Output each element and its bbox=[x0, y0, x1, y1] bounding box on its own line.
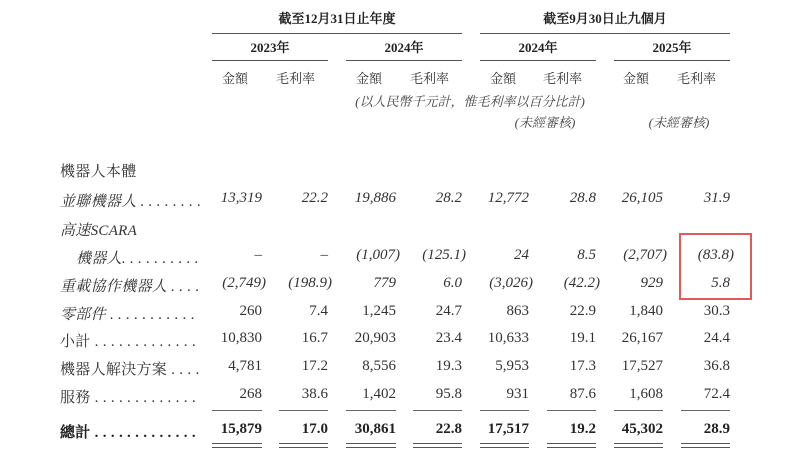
cell: 10,633 bbox=[487, 330, 529, 346]
subtotal-rule bbox=[279, 410, 328, 411]
cell: 16.7 bbox=[301, 330, 328, 346]
row-label-parallel-robot: 並聯機器人 . . . . . . . . bbox=[60, 194, 202, 210]
cell-total: 17.0 bbox=[301, 421, 328, 437]
total-double-rule bbox=[212, 443, 262, 448]
cell: 20,903 bbox=[354, 330, 396, 346]
row-label-heavy-cobot: 重載協作機器人 . . . . bbox=[60, 279, 200, 295]
cell: – bbox=[320, 247, 328, 263]
year-header-2024: 2024年 bbox=[384, 40, 424, 55]
cell: 23.4 bbox=[435, 330, 462, 346]
cell: 38.6 bbox=[301, 386, 328, 402]
unit-note: (以人民幣千元計，惟毛利率以百分比計) bbox=[355, 94, 585, 109]
col-header-margin-2023: 毛利率 bbox=[276, 71, 316, 86]
total-double-rule bbox=[346, 443, 396, 448]
period-rule-9m bbox=[480, 33, 730, 34]
col-header-amount-2023: 金額 bbox=[222, 71, 249, 86]
cell: 929 bbox=[640, 275, 663, 291]
cell: 7.4 bbox=[309, 303, 328, 319]
period-rule-fy bbox=[212, 33, 462, 34]
row-label-components: 零部件 . . . . . . . . . . . bbox=[60, 307, 196, 323]
cell: 1,608 bbox=[629, 386, 663, 402]
cell: 10,830 bbox=[220, 330, 262, 346]
unaudited-note-2025: (未經審核) bbox=[648, 115, 710, 130]
cell: 260 bbox=[239, 303, 262, 319]
cell: (3,026) bbox=[489, 275, 533, 291]
total-double-rule bbox=[614, 443, 663, 448]
cell: – bbox=[254, 247, 262, 263]
cell: 17.3 bbox=[569, 358, 596, 374]
cell-total: 30,861 bbox=[354, 421, 396, 437]
subtotal-rule bbox=[547, 410, 596, 411]
total-double-rule bbox=[279, 443, 328, 448]
cell-total: 45,302 bbox=[621, 421, 663, 437]
subtotal-rule bbox=[346, 410, 396, 411]
cell: (2,707) bbox=[623, 247, 667, 263]
year-rule-2024 bbox=[346, 60, 462, 61]
cell: 26,105 bbox=[621, 190, 663, 206]
total-double-rule bbox=[413, 443, 462, 448]
cell: 8.5 bbox=[577, 247, 596, 263]
period-header-fy: 截至12月31日止年度 bbox=[278, 11, 396, 26]
year-header-2023: 2023年 bbox=[250, 40, 290, 55]
col-header-margin-2024: 毛利率 bbox=[410, 71, 450, 86]
row-label-services: 服務 . . . . . . . . . . . . . bbox=[60, 390, 196, 406]
row-label-robot-solutions: 機器人解決方案 . . . . bbox=[60, 362, 200, 378]
cell-total: 22.8 bbox=[435, 421, 462, 437]
cell: 5.8 bbox=[711, 275, 730, 291]
period-header-9m: 截至9月30日止九個月 bbox=[543, 11, 667, 26]
col-header-margin-2024-9m: 毛利率 bbox=[543, 71, 583, 86]
total-double-rule bbox=[480, 443, 529, 448]
cell: 22.9 bbox=[569, 303, 596, 319]
cell: 30.3 bbox=[703, 303, 730, 319]
cell: 28.2 bbox=[435, 190, 462, 206]
cell: 1,402 bbox=[362, 386, 396, 402]
cell: 36.8 bbox=[703, 358, 730, 374]
cell: 24.4 bbox=[703, 330, 730, 346]
cell: 13,319 bbox=[220, 190, 262, 206]
cell: 6.0 bbox=[443, 275, 462, 291]
year-rule-2024-9m bbox=[480, 60, 596, 61]
year-rule-2025-9m bbox=[614, 60, 730, 61]
cell: 19,886 bbox=[354, 190, 396, 206]
cell: 1,245 bbox=[362, 303, 396, 319]
row-label-scara-line1: 高速SCARA bbox=[60, 223, 138, 239]
row-label-robot-body: 機器人本體 bbox=[60, 164, 137, 180]
year-header-2025-9m: 2025年 bbox=[652, 40, 692, 55]
cell: 268 bbox=[239, 386, 262, 402]
subtotal-rule bbox=[212, 410, 262, 411]
cell: 22.2 bbox=[301, 190, 328, 206]
cell: (42.2) bbox=[563, 275, 600, 291]
subtotal-rule bbox=[480, 410, 529, 411]
highlight-box bbox=[679, 233, 752, 300]
cell: (2,749) bbox=[222, 275, 266, 291]
cell: 31.9 bbox=[703, 190, 730, 206]
cell: 24.7 bbox=[435, 303, 462, 319]
cell: 1,840 bbox=[629, 303, 663, 319]
col-header-amount-2025-9m: 金額 bbox=[623, 71, 650, 86]
col-header-amount-2024: 金額 bbox=[356, 71, 383, 86]
cell-total: 15,879 bbox=[220, 421, 262, 437]
cell: 931 bbox=[506, 386, 529, 402]
row-label-scara-robot: 機器人. . . . . . . . . . bbox=[76, 251, 199, 267]
cell: 779 bbox=[373, 275, 396, 291]
cell: 12,772 bbox=[487, 190, 529, 206]
cell: 4,781 bbox=[228, 358, 262, 374]
cell: 5,953 bbox=[495, 358, 529, 374]
cell: (125.1) bbox=[422, 247, 466, 263]
cell: 26,167 bbox=[621, 330, 663, 346]
row-label-total: 總計 . . . . . . . . . . . . . bbox=[60, 425, 196, 441]
total-double-rule bbox=[681, 443, 730, 448]
cell: 17,527 bbox=[621, 358, 663, 374]
cell-total: 17,517 bbox=[487, 421, 529, 437]
total-double-rule bbox=[547, 443, 596, 448]
cell: 24 bbox=[514, 247, 529, 263]
cell: 17.2 bbox=[301, 358, 328, 374]
subtotal-rule bbox=[413, 410, 462, 411]
cell: 8,556 bbox=[362, 358, 396, 374]
row-label-subtotal: 小計 . . . . . . . . . . . . . bbox=[60, 334, 196, 350]
cell: 19.1 bbox=[569, 330, 596, 346]
col-header-margin-2025-9m: 毛利率 bbox=[677, 71, 717, 86]
year-header-2024-9m: 2024年 bbox=[518, 40, 558, 55]
cell: 95.8 bbox=[435, 386, 462, 402]
cell: (1,007) bbox=[356, 247, 400, 263]
unaudited-note-2024: (未經審核) bbox=[514, 115, 576, 130]
cell: 863 bbox=[506, 303, 529, 319]
cell-total: 28.9 bbox=[703, 421, 730, 437]
subtotal-rule bbox=[614, 410, 663, 411]
cell: 19.3 bbox=[435, 358, 462, 374]
cell: 87.6 bbox=[569, 386, 596, 402]
cell: 72.4 bbox=[703, 386, 730, 402]
cell: (83.8) bbox=[697, 247, 734, 263]
col-header-amount-2024-9m: 金額 bbox=[490, 71, 517, 86]
cell-total: 19.2 bbox=[569, 421, 596, 437]
cell: 28.8 bbox=[569, 190, 596, 206]
subtotal-rule bbox=[681, 410, 730, 411]
cell: (198.9) bbox=[288, 275, 332, 291]
year-rule-2023 bbox=[212, 60, 328, 61]
